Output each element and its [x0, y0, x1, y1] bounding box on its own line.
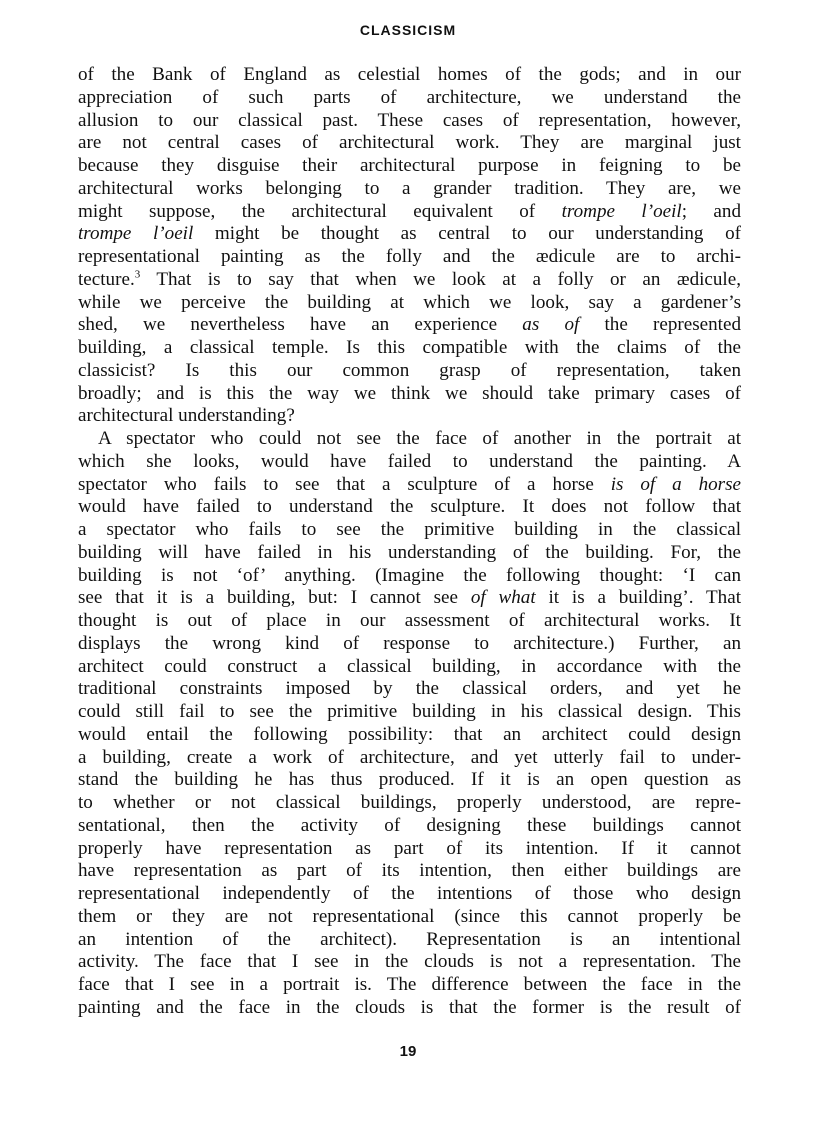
text-line: activity. The face that I see in the clouds is not a representation. The: [78, 951, 741, 973]
text-line: building is not ‘of’ anything. (Imagine the following thought: ‘I can: [78, 564, 741, 586]
text-line: spectator who fails to see that a sculpture of a horse is of a horse: [78, 473, 742, 495]
text-line: shed, we nevertheless have an experience as of the represented: [78, 314, 742, 336]
text-line: tecture.$^3$ That is to say that when we look at a folly or an ædicule,: [78, 268, 741, 290]
text-line: broadly; and is this the way we think we should take primary cases of: [78, 382, 741, 404]
text-line: because they disguise their architectural purpose in feigning to be: [78, 155, 741, 176]
footnote-marker: 3: [134, 268, 141, 281]
paragraph-1: [78, 64, 741, 428]
text-line: would have failed to understand the sculpture. It does not follow that: [78, 496, 741, 518]
italic-text: trompe l’oeil: [561, 200, 682, 222]
text-line: displays the wrong kind of response to architecture.) Further, an: [78, 632, 741, 654]
text-line: properly have representation as part of its intention. If it cannot: [78, 837, 741, 859]
text-line: are not central cases of architectural work. They are marginal just: [78, 132, 741, 154]
italic-text: of what: [470, 587, 536, 609]
text-line: A spectator who could not see the face of another in the portrait at: [98, 428, 741, 449]
text-line: building, a classical temple. Is this compatible with the claims of the: [78, 337, 741, 358]
text-line: face that I see in a portrait is. The difference between the face in the: [78, 974, 741, 995]
text-line: appreciation of such parts of architecture, we understand the: [78, 86, 741, 108]
italic-text: as of: [522, 314, 580, 336]
italic-text: trompe l’oeil: [78, 223, 194, 245]
text-line: could still fail to see the primitive building in his classical design. This: [78, 701, 741, 722]
text-line: architectural understanding?: [78, 405, 295, 427]
text-line: sentational, then the activity of designing these buildings cannot: [78, 814, 741, 836]
body-text: [78, 64, 741, 1020]
text-line: might suppose, the architectural equivalent of trompe l’oeil; and: [78, 200, 742, 222]
text-line: an intention of the architect). Representation is an intentional: [78, 928, 741, 950]
text-line: a spectator who fails to see the primitive building in the classical: [78, 519, 741, 540]
text-line: of the Bank of England as celestial homes of the gods; and in our: [78, 64, 741, 85]
text-line: which she looks, would have failed to understand the painting. A: [78, 450, 741, 472]
text-line: stand the building he has thus produced. If it is an open question as: [78, 769, 741, 791]
page-number: 19: [399, 1043, 417, 1060]
text-line: to whether or not classical buildings, properly understood, are repre-: [78, 792, 741, 813]
text-line: traditional constraints imposed by the classical orders, and yet he: [78, 678, 741, 700]
text-line: a building, create a work of architecture, and yet utterly fail to under-: [78, 746, 741, 768]
text-line: representational painting as the folly and the ædicule are to archi-: [78, 246, 741, 267]
text-line: building will have failed in his understanding of the building. For, the: [78, 541, 741, 563]
italic-text: is of a horse: [610, 473, 742, 495]
text-line: see that it is a building, but: I cannot see of what it is a building’. That: [78, 587, 741, 609]
text-line: classicist? Is this our common grasp of representation, taken: [78, 359, 741, 381]
text-line: thought is out of place in our assessment of architectural works. It: [78, 610, 741, 631]
text-line: architectural works belonging to a grander tradition. They are, we: [78, 177, 741, 199]
text-line: trompe l’oeil might be thought as central to our understanding of: [78, 223, 741, 245]
running-head: CLASSICISM: [359, 22, 457, 38]
text-line: architect could construct a classical building, in accordance with the: [78, 655, 741, 677]
text-line: allusion to our classical past. These cases of representation, however,: [78, 109, 741, 131]
text-line: them or they are not representational (since this cannot properly be: [78, 905, 741, 927]
text-line: representational independently of the intentions of those who design: [78, 883, 741, 904]
text-line: have representation as part of its intention, then either buildings are: [78, 860, 741, 882]
text-line: painting and the face in the clouds is that the former is the result of: [78, 996, 741, 1018]
paragraph-2: [78, 428, 741, 1020]
text-line: while we perceive the building at which we look, say a gardener’s: [78, 291, 741, 313]
text-line: would entail the following possibility: that an architect could design: [78, 723, 741, 745]
